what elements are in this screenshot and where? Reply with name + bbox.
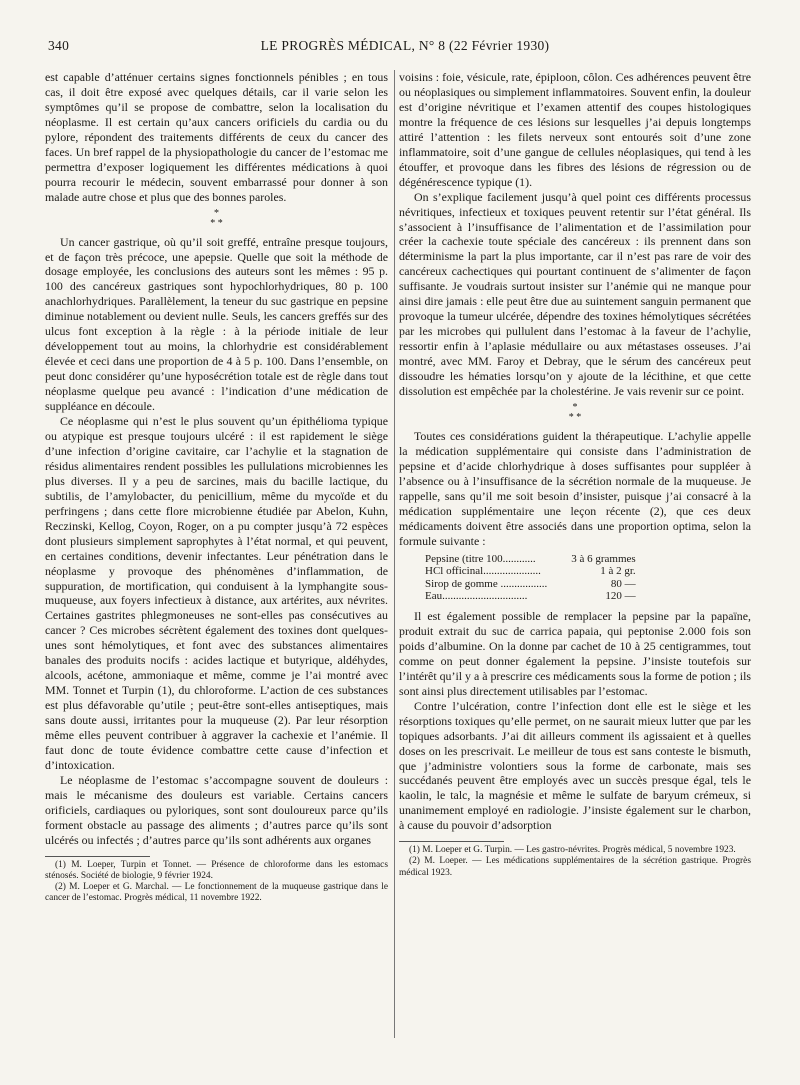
left-paragraph-3: Ce néoplasme qui n’est le plus souvent qu’un épithélioma typique ou atypique est presque toujours ulcéré : il est rapidement le siège d’une infection d’origine cavitaire, car l’achylie et la stagnation de résidus alimentaires rendent possibles les pullulations microbiennes les plus diverses. Il y a peu de sarcines, mais du bacille lactique, du subtilis, de l’amylobacter, du penicillium, même du mycoïde et du perfringens ; dans cette flore microbienne étudiée par Abelon, Kuhn, Reczinski, Kellog, Coyon, Roger, on a pu compter jusqu’à 72 espèces dont plusieurs simplement saprophytes à l’état normal, et qui peuvent, en certaines conditions, devenir infectantes. Leur pénétration dans le néoplasme y provoque des phénomènes d’inflammation, de suppuration, de mortification, qui conduisent à la lymphangite sous-muqueuse, aux foyers infectieux à distance, aux artérites, aux névrites. Certaines gastrites phlegmoneuses ne sont-elles pas consécutives au cancer ? Ces microbes sécrètent également des toxines dont quelques-unes sont hémolytiques, et font avec des substances alimentaires banales des produits nocifs : acides lactique et butyrique, aldéhydes, alcools, acétone, ammoniaque et même, comme je l’ai montré avec MM. Tonnet et Turpin (1), du chloroforme. L’action de ces substances est plus défavorable qu’utile ; peut-être sont-elles antiseptiques, mais sans doute aussi, irritantes pour la muqueuse (2). Par leur résorption même elles peuvent contribuer à aggraver la cachexie et l’anémie. Il faut donc de toute évidence combattre cette cause d’infection et d’intoxication. — [45, 414, 388, 772]
left-column — [45, 70, 388, 1051]
right-paragraph-5: Contre l’ulcération, contre l’infection dont elle est le siège et les résorptions toxiques qu’elle permet, on ne saurait mieux lutter que par les topiques adsorbants. J’ai dit ailleurs comment ils agissaient et à quelles doses on les prescrivait. Le meilleur de tous est sans conteste le bismuth, que j’administre volontiers sous la forme de carbonate, mais ses succédanés peuvent être employés avec un succès presque égal, tels le kaolin, le talc, la magnésie et même le sulfate de baryum crémeux, si unanimement employé en radiologie. J’insiste également sur le charbon, à cause du pouvoir d’adsorption — [399, 698, 751, 833]
left-footnote-1: (1) M. Loeper, Turpin et Tonnet. — Présence de chloroforme dans les estomacs sténosés. Société de biologie, 9 février 1924. — [45, 859, 388, 881]
right-paragraph-4: Il est également possible de remplacer la pepsine par la papaïne, produit extrait du suc de carrica papaia, qui peptonise 2.000 fois son poids d’albumine. On la donne par cachet de 10 à 25 centigrammes, tout comme on peut donner également la pepsine. J’insiste toutefois sur l’intérêt qu’il y a à prescrire ces médicaments sous la forme de potion ; ils sont ainsi plus directement utilisables par l’estomac. — [399, 608, 751, 698]
footnote-rule — [45, 856, 150, 857]
left-footnote-2: (2) M. Loeper et G. Marchal. — Le fonctionnement de la muqueuse gastrique dans le cancer de l’estomac. Progrès médical, 11 novembre 1922. — [45, 882, 388, 904]
right-footnote-2: (2) M. Loeper. — Les médications supplémentaires de la sécrétion gastrique. Progrès médical 1923. — [399, 856, 751, 878]
formula-row: Eau............................... 120 — — [425, 590, 636, 603]
left-paragraph-2: Un cancer gastrique, où qu’il soit greffé, entraîne presque toujours, et de façon très précoce, une apepsie. Quelle que soit la méthode de dosage employée, les conclusions des auteurs sont les mêmes : 95 p. 100 des cancéreux gastriques sont hypochlorhydriques, 80 p. 100 anachlorhydriques. Parallèlement, la teneur du suc gastrique en pepsine diminue notablement ou devient nulle. Seuls, les cancers greffés sur des ulcus font exception à la règle : à la période initiale de leur développement tout au moins, la chlorhydrie est considérablement élevée et ceci dans une proportion de 4 à 5 p. 100. Dans l’ensemble, on peut donc considérer qu’une hyposécrétion totale est de règle dans tout néoplasme quelque peu avancé : l’indication d’une médication de suppléance en découle. — [45, 234, 388, 414]
section-separator: * * * — [210, 207, 223, 229]
running-header — [48, 38, 762, 58]
right-column — [399, 70, 751, 1051]
right-paragraph-2: On s’explique facilement jusqu’à quel point ces différents processus névritiques, infectieux et toxiques peuvent retentir sur l’état général. Ils s’associent à l’insuffisance de l’alimentation et de l’assimilation pour créer la cachexie toute spéciale des cancéreux : ils prennent dans son déterminisme la part la plus importante, car il n’est pas rare de voir des cancéreux cachectiques qui pourtant continuent de s’alimenter de façon suffisante. Je voudrais surtout insister sur l’anémie qui ne manque pour ainsi dire jamais : elle peut être due au suintement sanguin permanent que provoque la tumeur ulcérée, dépendre des toxines hémolytiques sécrétées par les microbes qui pullulent dans l’estomac à la faveur de l’achylie, ressortir enfin à l’aplasie médullaire ou aux métastases osseuses. J’ai montré, avec MM. Faroy et Debray, que le sérum des cancéreux peut dissoudre les hématies lorsqu’on y ajoute de la lécithine, et que cette dissolution est empêchée par la cholestérine. Je vais revenir sur ce point. — [399, 189, 751, 399]
page-number: 340 — [48, 38, 70, 53]
formula-row: HCl officinal..................... 1 à 2 gr. — [425, 565, 636, 578]
right-paragraph-1: voisins : foie, vésicule, rate, épiploon, côlon. Ces adhérences peuvent être ou néoplasiques ou simplement inflammatoires. Souvent enfin, la douleur est d’origine névritique et l’examen attentif des coupes histologiques montre la fréquence de ces lésions sur lesquelles j’ai depuis longtemps attiré l’attention : les filets nerveux sont entourés soit d’une zone inflammatoire, soit d’une gangue de cellules néoplasiques, qui tend à les étouffer, et provoque dans les fibres des lésions de régression ou de dégénérescence typique (1). — [399, 70, 751, 189]
footnote-rule — [399, 841, 504, 842]
left-paragraph-1: est capable d’atténuer certains signes fonctionnels pénibles ; en tous cas, il doit être exposé avec quelques détails, car il varie selon les symptômes qu’il se propose de combattre, selon la localisation du néoplasme. Il est certain qu’aux cancers orificiels du cardia ou du pylore, répondent des traitements différents de ceux du cancer des faces. Un bref rappel de la physiopathologie du cancer de l’estomac me permettra d’exposer logiquement les différentes médications à quoi pourra recourir le médecin, souvent embarrassé pour donner à son malade autre chose et plus que des bonnes paroles. — [45, 70, 388, 204]
formula-row: Sirop de gomme ................. 80 — — [425, 577, 636, 590]
right-footnote-1: (1) M. Loeper et G. Turpin. — Les gastro-névrites. Progrès médical, 5 novembre 1923. — [409, 845, 736, 856]
left-paragraph-4: Le néoplasme de l’estomac s’accompagne souvent de douleurs : mais le mécanisme des douleurs est variable. Certains cancers orificiels, cardiaques ou pyloriques, sont sont douloureux parce qu’ils forment obstacle au passage des aliments ; d’autres parce qu’ils sont ulcérés ou infectés ; d’autres parce qu’ils sont adhérents aux organes — [45, 772, 388, 847]
formula-row: Pepsine (titre 100............ 3 à 6 grammes — [425, 552, 636, 565]
prescription-formula — [425, 553, 640, 603]
right-paragraph-3: Toutes ces considérations guident la thérapeutique. L’achylie appelle la médication supplémentaire qui consiste dans l’administration de pepsine et d’acide chlorhydrique à doses suffisantes pour suppléer à l’absence ou à l’insuffisance de la sécrétion normale de la muqueuse. Je rappelle, sans qu’il me soit besoin d’insister, puisque j’ai consacré à la médication supplémentaire une leçon récente (2), que ces deux médicaments doivent être associés dans une proportion optima, selon la formule suivante : — [399, 428, 751, 548]
column-divider — [394, 70, 395, 1038]
section-separator: * * * — [568, 401, 582, 423]
journal-title: LE PROGRÈS MÉDICAL, N° 8 (22 Février 1930) — [260, 38, 550, 53]
